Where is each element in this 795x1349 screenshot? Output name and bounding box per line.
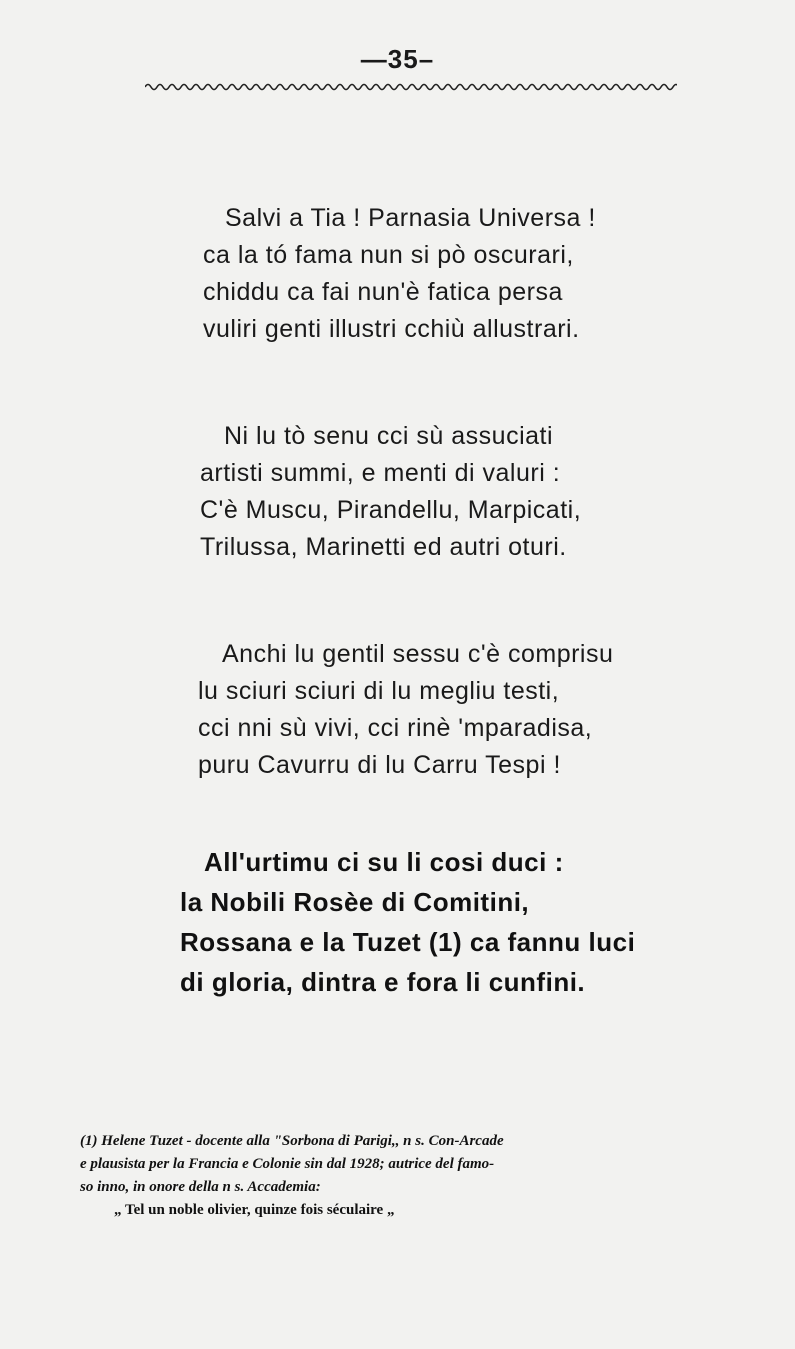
footnote (80, 1130, 780, 1222)
stanza-1 (203, 200, 596, 348)
stanza-4 (180, 842, 635, 1002)
verse-line: Ni lu tò senu cci sù assuciati (224, 422, 554, 450)
stanza-3 (198, 636, 613, 784)
verse-line: Rossana e la Tuzet (1) ca fannu luci (180, 927, 636, 957)
verse-line: vuliri genti illustri cchiù allustrari. (203, 315, 580, 343)
verse-line: di gloria, dintra e fora li cunfini. (180, 967, 586, 997)
verse-line: Salvi a Tia ! Parnasia Universa ! (225, 204, 596, 232)
footnote-line: (1) Helene Tuzet - docente alla "Sorbona di Parigi,, n s. Con-Arcade (80, 1133, 504, 1149)
verse-line: Anchi lu gentil sessu c'è comprisu (222, 640, 614, 668)
footnote-line: so inno, in onore della n s. Accademia: (80, 1179, 321, 1195)
wavy-divider (145, 80, 677, 94)
verse-line: cci nni sù vivi, cci rinè 'mparadisa, (198, 714, 593, 742)
verse-line: C'è Muscu, Pirandellu, Marpicati, (200, 496, 582, 524)
verse-line: chiddu ca fai nun'è fatica persa (203, 278, 563, 306)
verse-line: artisti summi, e menti di valuri : (200, 459, 561, 487)
footnote-line: e plausista per la Francia e Colonie sin dal 1928; autrice del famo- (80, 1156, 495, 1172)
page-number: —35– (360, 44, 435, 74)
verse-line: Trilussa, Marinetti ed autri oturi. (200, 533, 567, 561)
verse-line: ca la tó fama nun si pò oscurari, (203, 241, 574, 269)
verse-line: la Nobili Rosèe di Comitini, (180, 887, 530, 917)
stanza-2 (200, 418, 581, 566)
verse-line: puru Cavurru di lu Carru Tespi ! (198, 751, 561, 779)
verse-line: lu sciuri sciuri di lu megliu testi, (198, 677, 560, 705)
footnote-quote: „ Tel un noble olivier, quinze fois séculaire „ (114, 1202, 395, 1218)
verse-line: All'urtimu ci su li cosi duci : (204, 847, 564, 877)
